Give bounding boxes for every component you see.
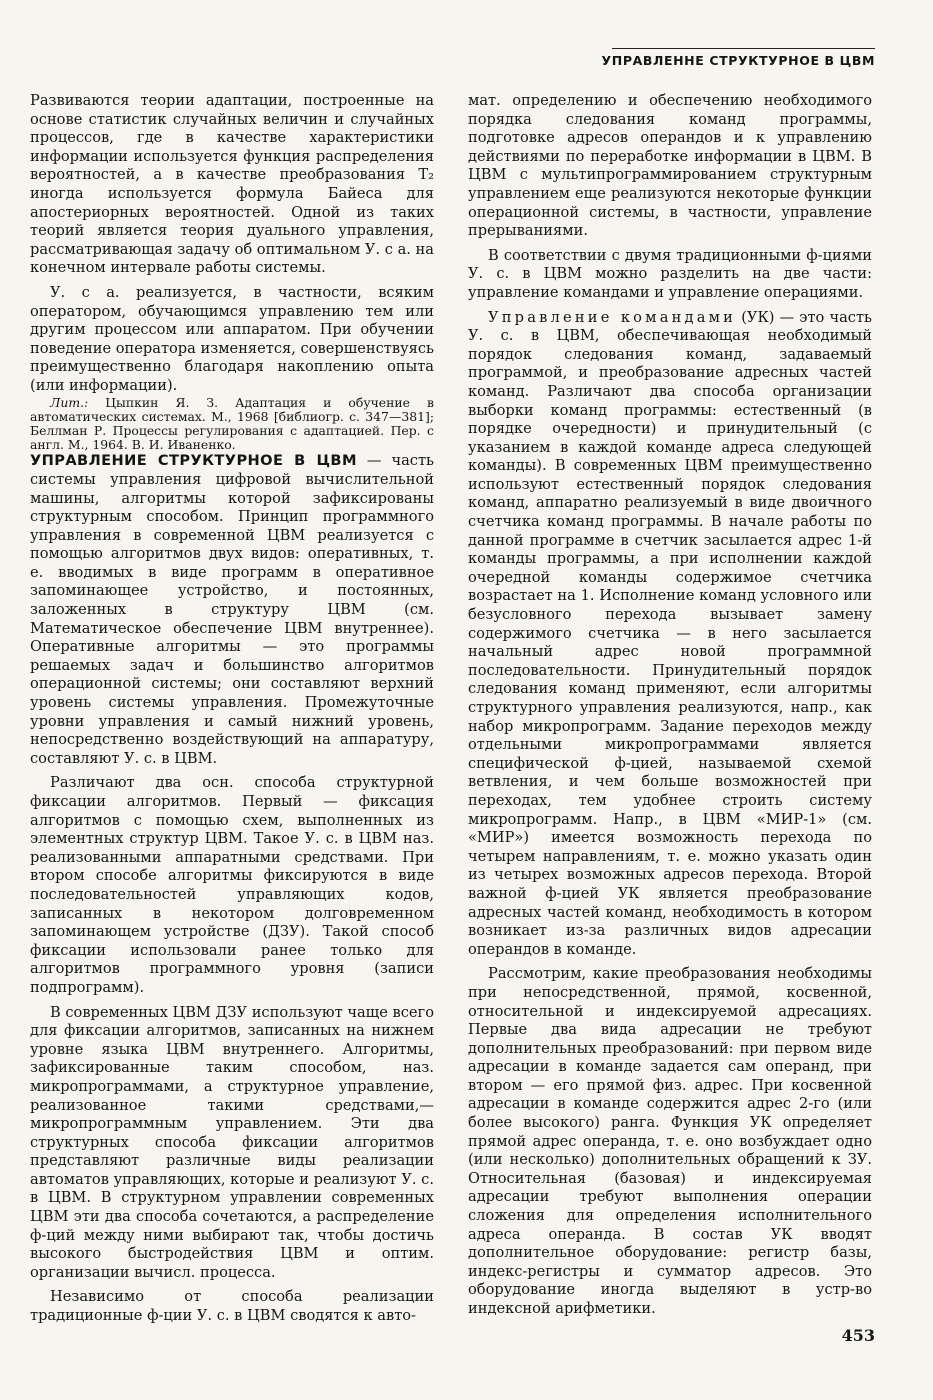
right-column	[468, 92, 872, 1319]
page-number: 453	[841, 1326, 875, 1345]
entry-title: УПРАВЛЕНИЕ СТРУКТУРНОЕ В ЦВМ	[30, 452, 357, 470]
entry-paragraph	[30, 452, 434, 768]
entry-text: — часть системы управления цифровой вычислительной машины, алгоритмы которой зафиксированы структурным способом. Принцип программного управления в современной ЦВМ реализуется с помощью алгоритмов двух видов: оперативных, т. е. вводимых в виде программ в оперативное запоминающее устройство, и постоянных, заложенных в структуру ЦВМ (см. Математическое обеспечение ЦВМ внутреннее). Оперативные алгоритмы — это программы решаемых задач и большинство алгоритмов операционной системы; они составляют верхний уровень системы управления. Промежуточные уровни управления и самый нижний уровень, непосредственно воздействующий на аппаратуру, составляют У. с. в ЦВМ.	[30, 452, 434, 767]
paragraph: Различают два осн. способа структурной фиксации алгоритмов. Первый — фиксация алгоритмов с помощью схем, выполненных из элементных структур ЦВМ. Такое У. с. в ЦВМ наз. реализованными аппаратными средствами. При втором способе алгоритмы фиксируются в виде последовательностей управляющих кодов, записанных в некотором долговременном запоминающем устройстве (ДЗУ). Такой способ фиксации использовали ранее только для алгоритмов программного уровня (записи подпрограмм).	[30, 774, 434, 996]
header-rule	[612, 48, 875, 49]
paragraph: Развиваются теории адаптации, построенные на основе статистик случайных величин и случайных процессов, где в качестве характеристики информации используется функция распределения вероятностей, а в качестве преобразования T₂ иногда используется формула Байеса для апостериорных вероятностей. Одной из таких теорий является теория дуального управления, рассматривающая задачу об оптимальном У. с а. на конечном интервале работы системы.	[30, 92, 434, 277]
paragraph: мат. определению и обеспечению необходимого порядка следования команд программы, подготовке адресов операндов и к управлению действиями по переработке информации в ЦВМ. В ЦВМ с мультипрограммированием структурным управлением еще реализуются некоторые функции операционной системы, в частности, управление прерываниями.	[468, 92, 872, 240]
left-column	[30, 92, 434, 1326]
bibliography-label: Лит.:	[50, 394, 89, 410]
paragraph: В соответствии с двумя традиционными ф-циями У. с. в ЦВМ можно разделить на две части: управление командами и управление операциями.	[468, 246, 872, 301]
running-header: УПРАВЛЕННЕ СТРУКТУРНОЕ В ЦВМ	[601, 53, 875, 68]
subsection-text: (УК) — это часть У. с. в ЦВМ, обеспечивающая необходимый порядок следования команд, задаваемый программой, и преобразование адресных частей команд. Различают два способа организации выборки команд программы: естественный (в порядке очередности) и принудительный (с указанием в каждой команде адреса следующей команды). В современных ЦВМ преимущественно используют естественный порядок следования команд, аппаратно реализуемый в виде двоичного счетчика команд программы. В начале работы по данной программе в счетчик засылается адрес 1-й команды программы, а при исполнении каждой очередной команды содержимое счетчика возрастает на 1. Исполнение команд условного или безусловного перехода вызывает замену содержимого счетчика — в него засылается начальный адрес новой программной последовательности. Принудительный порядок следования команд применяют, если алгоритмы структурного управления реализуются, напр., как набор микропрограмм. Задание переходов между отдельными микропрограммами является специфической ф-цией, называемой схемой ветвления, и чем больше возможностей при переходах, тем удобнее строить систему микропрограмм. Напр., в ЦВМ «МИР-1» (см. «МИР») имеется возможность перехода по четырем направлениям, т. е. можно указать один из четырех возможных адресов перехода. Второй важной ф-цией УК является преобразование адресных частей команд, необходимость в котором возникает из-за различных видов адресации операндов в команде.	[468, 308, 872, 958]
paragraph: Рассмотрим, какие преобразования необходимы при непосредственной, прямой, косвенной, относительной и индексируемой адресациях. Первые два вида адресации не требуют дополнительных преобразований: при первом виде адресации в команде задается сам операнд, при втором — его прямой физ. адрес. При косвенной адресации в команде содержится адрес 2-го (или более высокого) ранга. Функция УК определяет прямой адрес операнда, т. е. оно возбуждает одно (или несколько) дополнительных обращений к ЗУ. Относительная (базовая) и индексируемая адресации требуют выполнения операции сложения для определения исполнительного адреса операнда. В состав УК вводят дополнительное оборудование: регистр базы, индекс-регистры и сумматор адресов. Это оборудование иногда выделяют в устр-во индексной арифметики.	[468, 965, 872, 1317]
paragraph: Независимо от способа реализации традиционные ф-ции У. с. в ЦВМ сводятся к авто-	[30, 1288, 434, 1325]
bibliography	[30, 396, 434, 453]
subsection-term: Управление командами	[488, 308, 737, 326]
paragraph: У. с а. реализуется, в частности, всяким оператором, обучающимся управлению тем или другим процессом или аппаратом. При обучении поведение оператора изменяется, совершенствуясь преимущественно благодаря накоплению опыта (или информации).	[30, 283, 434, 394]
bibliography-text: Цыпкин Я. З. Адаптация и обучение в автоматических системах. М., 1968 [библиогр. с. 347—381]; Беллман Р. Процессы регулирования с адаптацией. Пер. с англ. М., 1964. В. И. Иваненко.	[30, 394, 434, 453]
subsection-paragraph	[468, 309, 872, 960]
paragraph: В современных ЦВМ ДЗУ используют чаще всего для фиксации алгоритмов, записанных на нижнем уровне языка ЦВМ внутреннего. Алгоритмы, зафиксированные таким способом, наз. микропрограммами, а структурное управление, реализованное такими средствами,— микропрограммным управлением. Эти два структурных способа фиксации алгоритмов представляют различные виды реализации автоматов управляющих, которые и реализуют У. с. в ЦВМ. В структурном управлении современных ЦВМ эти два способа сочетаются, а распределение ф-ций между ними выбирают так, чтобы достичь высокого быстродействия ЦВМ и оптим. организации вычисл. процесса.	[30, 1003, 434, 1281]
